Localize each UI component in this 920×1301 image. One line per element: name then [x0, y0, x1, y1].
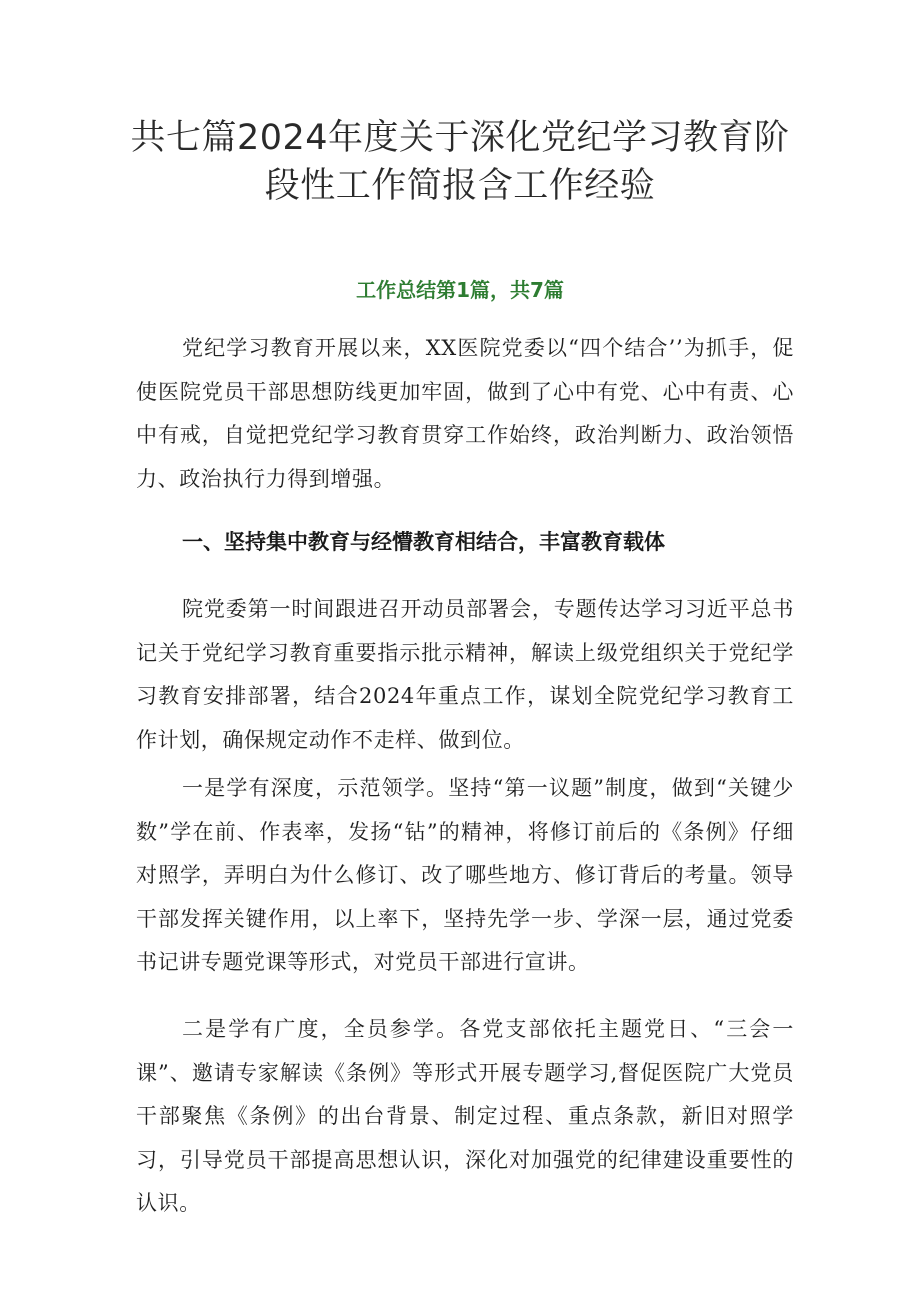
document-title-line-2: 段性工作简报含工作经验: [264, 166, 656, 206]
section-heading-1: 一、坚持集中教育与经懵教育相结合，丰富教育载体: [182, 530, 665, 554]
section-subtitle: 工作总结第1篇，共7篇: [356, 278, 564, 302]
paragraph-deployment: 院党委第一时间跟进召开动员部署会，专题传达学习习近平总书记关于党纪学习教育重要指示批示精神，解读上级党组织关于党纪学习教育安排部署，结合2024年重点工作，谋划全院党纪学习教育工作计划，确保规定动作不走样、做到位。: [136, 597, 794, 752]
paragraph-study-breadth: 二是学有广度，全员参学。各党支部依托主题党日、“三会一课”、邀请专家解读《条例》等形式开展专题学习,督促医院广大党员干部聚焦《条例》的出台背景、制定过程、重点条款，新旧对照学习，引导党员干部提高思想认识，深化对加强党的纪律建设重要性的认识。: [136, 1017, 794, 1215]
paragraph-study-depth: 一是学有深度，示范领学。坚持“第一议题”制度，做到“关键少数”学在前、作表率，发扬“钻”的精神，将修订前后的《条例》仔细对照学，弄明白为什么修订、改了哪些地方、修订背后的考量。领导干部发挥关键作用，以上率下，坚持先学一步、学深一层，通过党委书记讲专题党课等形式，对党员干部进行宣讲。: [136, 776, 794, 974]
document-title-line-1: 共七篇2024年度关于深化党纪学习教育阶: [130, 118, 790, 158]
paragraph-intro: 党纪学习教育开展以来，XX医院党委以“四个结合’’为抓手，促使医院党员干部思想防线更加牢固，做到了心中有党、心中有责、心中有戒，自觉把党纪学习教育贯穿工作始终，政治判断力、政治领悟力、政治执行力得到增强。: [136, 336, 794, 491]
